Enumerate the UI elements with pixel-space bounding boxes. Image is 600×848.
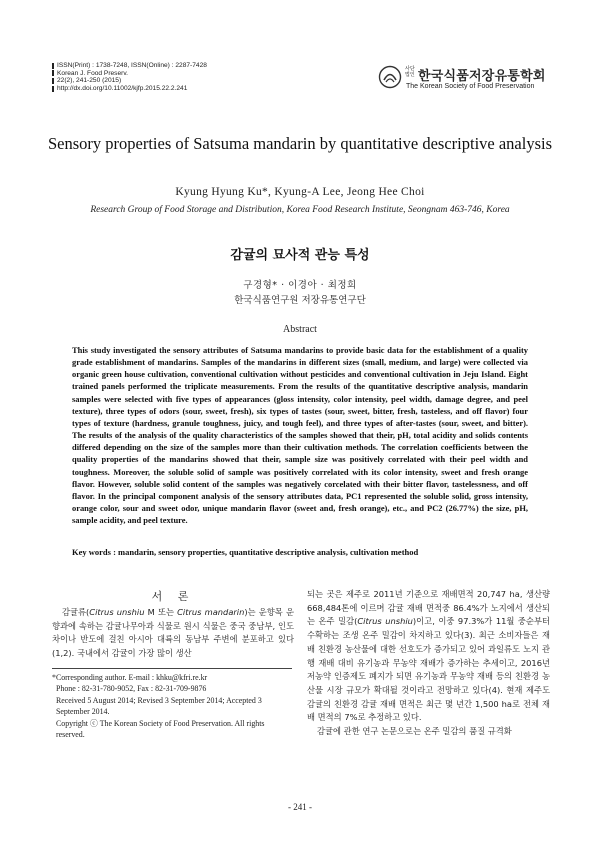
intro-paragraph-1 [52, 606, 294, 661]
author-list: Kyung Hyung Ku*, Kyung-A Lee, Jeong Hee Choi [175, 186, 425, 198]
intro-paragraph-continued [307, 588, 550, 725]
intro-paragraph-2: 감귤에 관한 연구 논문으로는 온주 밀감의 품질 규격화 [317, 726, 512, 737]
doi-link[interactable]: http://dx.doi.org/10.11002/kjfp.2015.22.2.241 [57, 84, 188, 92]
keywords [72, 547, 532, 557]
korean-author-list: 구경형* · 이경아 · 최정희 [243, 280, 357, 291]
text-run: 되는 곳은 제주로 2011년 기준으로 재배면적 20,747 ha, 생산량 668,484톤에 이르며 감귤 재배 면적중 86.4%가 노지에서 생산되는 온주 밀감( [307, 589, 550, 627]
journal-name: Korean J. Food Preserv. [57, 69, 128, 77]
text-run: )는 운향목 운향과에 속하는 감귤나무아과 식물로 원시 식물은 중국 중남부, 인도차이나 반도에 걸친 아시아 대륙의 동남부 주변에 분포하고 있다(1,2). 국내에서 감귤이 가장 많이 생산 [52, 607, 294, 659]
journal-meta [52, 62, 207, 92]
corresponding-author: *Corresponding author. E-mail : khku@kfri.re.kr [52, 673, 208, 682]
society-logo [378, 62, 548, 92]
footnote [52, 672, 294, 740]
text-run: M 또는 [144, 607, 178, 617]
intro-right-column [307, 588, 550, 739]
meta-bar [52, 86, 54, 92]
korean-affiliation: 한국식품연구원 저장유통연구단 [234, 295, 366, 306]
species-name: Citrus unshiu [89, 607, 145, 617]
footnote-divider [52, 668, 292, 669]
volume-info: 22(2), 241-250 (2015) [57, 77, 122, 85]
issn: ISSN(Print) : 1738-7248, ISSN(Online) : 2287-7428 [57, 62, 207, 69]
society-english-name: The Korean Society of Food Preservation [406, 83, 535, 90]
corp-line-1: 사단 [405, 66, 415, 72]
section-heading-introduction: 서 론 [151, 590, 195, 603]
meta-bar [52, 63, 54, 69]
abstract-heading: Abstract [283, 324, 317, 335]
page-number: - 241 - [288, 802, 312, 812]
society-emblem-icon [378, 65, 402, 89]
paper-title: Sensory properties of Satsuma mandarin by quantitative descriptive analysis [47, 134, 553, 153]
meta-bar [52, 70, 54, 76]
text-run: )이고, 이중 97.3%가 11월 중순부터 수확하는 조생 온주 밀감이 차지하고 있다(3). 최근 소비자들은 재배 친환경 농산물에 대한 선호도가 증가되고 있어 과일류도 노지 관행 재배 대비 유기농과 무농약 재배가 증가하는 추세이고, 2016년 저농약 인증제도 폐지가 되면 유기농과 무농약 재배 등의 친환경 농산물 시장 규모가 확대될 것이라고 전망하고 있다(4). 현재 제주도 감귤의 친환경 감귤 재배 면적은 최근 몇 년간 1,500 ha로 전체 재배 면적의 7%로 추정하고 있다. [307, 616, 550, 723]
species-name: Citrus mandarin [177, 607, 245, 617]
abstract-text: This study investigated the sensory attributes of Satsuma mandarins to provide basic data for the establishment of a quality grade establishment of mandarins. Samples of the mandarins in different sizes (small, medium, and large) were collected via organic green house cultivation, conventional cultivation without pesticides and conventional cultivation in Jeju Island. Eight trained panels performed the triplicate measurements. From the results of the quantitative descriptive analysis, mandarin samples were selected with five types of appearances (gloss intensity, color intensity, peel width, damage degree, and peel texture), three types of odors (sour, sweet, fresh), six types of tastes (sour, sweet, bitter, fresh, tasteless, and off flavor) four types of texture (hardness, granule toughness, juicy, and tough feel), and three types of after-tastes (sour, sweet, and bitter). The results of the analysis of the quality characteristics of the samples showed that their, pH, total acidity and solids contents differed depending on the size of the samples more than their cultivation methods. The correlation coefficients between the quality properties of the mandarins showed that their, sample size was positively correlated with their peel width and toughness. Moreover, the soluble solid of sample was positively correlated with its color intensity, sweet and fresh orange flavor. However, soluble solid content of the samples was negatively corcelated with their bitter flavor, tastelessness, and off flavor. In the principal component analysis of the sensory attributes data, PC1 represented the soluble solid, gross intensity, orange color, sour and sweet odor, unique mandarin flavor (sweet and, fresh orange), etc., and PC2 (26.77%) the size, pH, sample acidity, and peel texture. [72, 345, 528, 526]
korean-title: 감귤의 묘사적 관능 특성 [230, 248, 370, 263]
society-korean-name: 한국식품저장유통학회 [418, 69, 546, 84]
keywords-label: Key words : [72, 547, 116, 557]
corp-line-2: 법인 [405, 71, 415, 78]
species-name: Citrus unshiu [357, 616, 413, 627]
intro-left-column [52, 606, 294, 661]
meta-bar [52, 78, 54, 84]
keywords-text: mandarin, sensory properties, quantitative descriptive analysis, cultivation method [118, 547, 419, 557]
author-affiliation: Research Group of Food Storage and Distribution, Korea Food Research Institute, Seongnam 463-746, Korea [90, 205, 510, 215]
copyright-notice: Copyright ⓒ The Korean Society of Food Preservation. All rights reserved. [56, 718, 265, 740]
received-dates: Received 5 August 2014; Revised 3 September 2014; Accepted 3 September 2014. [56, 695, 262, 717]
corporation-mark [405, 67, 415, 78]
phone-fax: Phone : 82-31-780-9052, Fax : 82-31-709-9876 [56, 684, 207, 694]
text-run: 감귤류( [62, 607, 90, 617]
